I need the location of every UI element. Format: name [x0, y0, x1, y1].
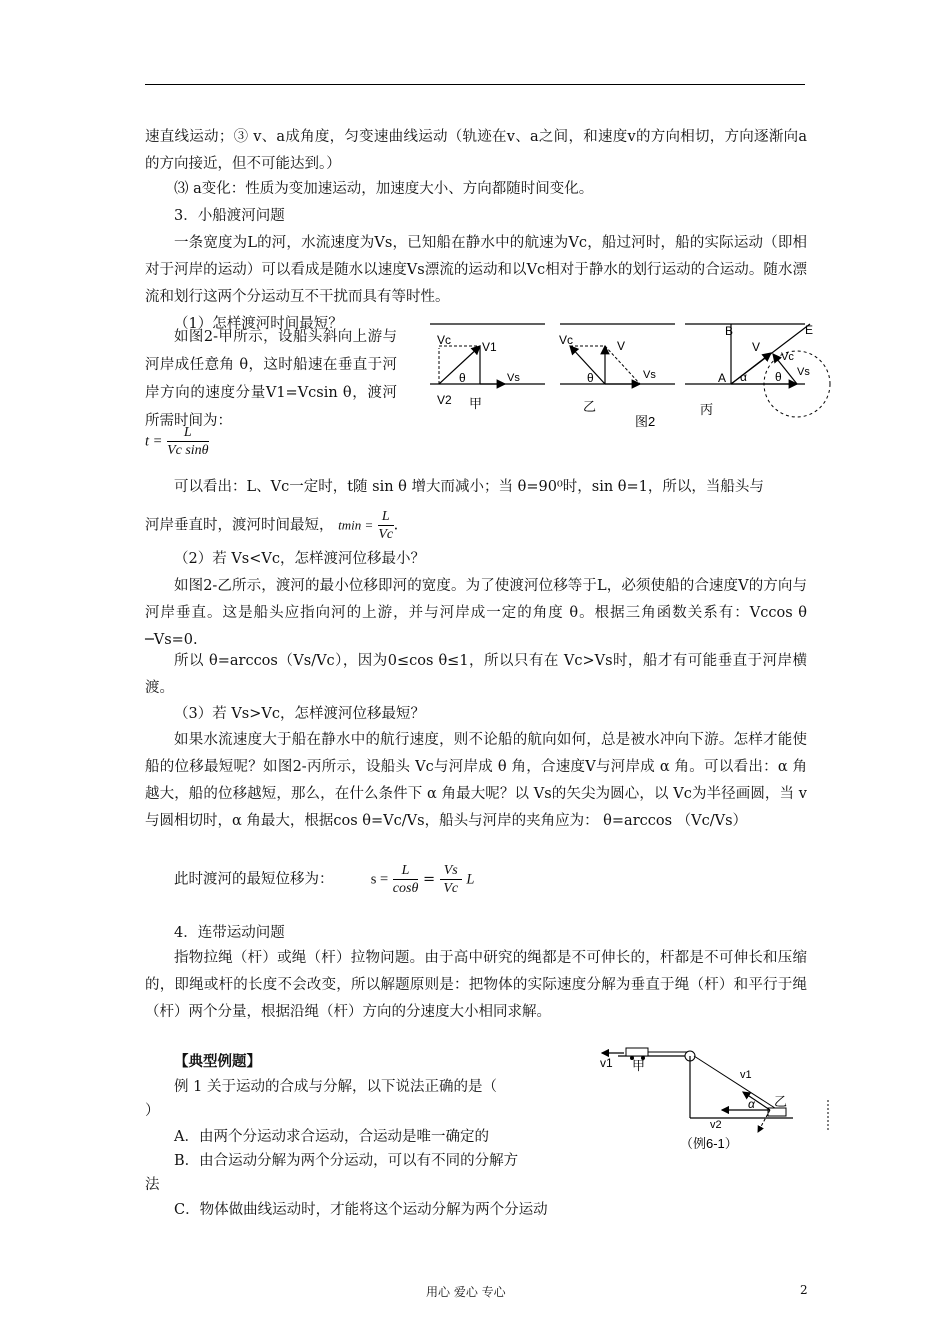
paragraph-9: 指物拉绳（杆）或绳（杆）拉物问题。由于高中研究的绳都是不可伸长的，杆都是不可伸长和压缩的，即绳或杆的长度不会改变，所以解题原则是：把物体的实际速度分解为垂直于绳（杆）和平行于绳（杆）两个分量，根据沿绳（杆）方向的分速度大小相同求解。: [145, 950, 807, 1020]
bing-a: A: [718, 371, 727, 385]
option-b-cont: 法: [145, 1177, 160, 1193]
option-c: C．物体做曲线运动时，才能将这个运动分解为两个分运动: [174, 1202, 548, 1218]
question-1-text: 如图2-甲所示，设船头斜向上游与河岸成任意角 θ，这时船速在垂直于河岸方向的速度分量V1=Vcsin θ，渡河所需时间为：: [145, 329, 397, 429]
example-1-close: ）: [145, 1103, 160, 1119]
example-1: 例 1 关于运动的合成与分解，以下说法正确的是（: [174, 1079, 497, 1095]
figure-2-caption: 图2: [635, 414, 656, 429]
bing-b: B: [725, 324, 734, 338]
page-number: 2: [800, 1283, 808, 1297]
fig61-alpha: α: [748, 1097, 755, 1111]
fig61-v1b: v1: [740, 1069, 752, 1081]
bing-vc: Vc: [781, 351, 794, 363]
formula-s-den2: Vc: [443, 881, 459, 896]
jia-name: 甲: [469, 396, 483, 411]
paragraph-6: 所以 θ=arccos（Vs/Vc），因为0≤cos θ≤1，所以只有在 Vc>Vs时，船才有可能垂直于河岸横渡。: [145, 653, 807, 696]
question-1: （1）怎样渡河时间最短？: [174, 316, 343, 332]
paragraph-7: 如果水流速度大于船在静水中的航行速度，则不论船的航向如何，总是被水冲向下游。怎样才能使船的位移最短呢？如图2-丙所示，设船头 Vc与河岸成 θ 角，合速度V与河岸成 α 角。可以看出：α 角越大，船的位移越短，那么，在什么条件下 α 角最大呢？以 Vs的矢尖为圆心，以 Vc为半径画圆，当 v与圆相切时，α 角最大，根据cos θ=Vc/Vs，船头与河岸的夹角应为： θ=arccos （Vc/Vs）: [145, 732, 807, 829]
examples-title: 【典型例题】: [174, 1053, 261, 1070]
yi-vs: Vs: [643, 369, 656, 381]
formula-t-num: L: [167, 424, 208, 442]
paragraph-4b: 河岸垂直时，渡河时间最短，: [145, 517, 334, 534]
fig61-v2: v2: [710, 1119, 722, 1131]
footer-center: 用心 爱心 专心: [426, 1285, 506, 1299]
paragraph-1: 速直线运动；③ v、a成角度，匀变速曲线运动（轨迹在v、a之间，和速度v的方向相切，方向逐渐向a的方向接近，但不可能达到。）: [145, 129, 807, 172]
fig61-yi: 乙: [774, 1094, 788, 1109]
formula-tmin-den: Vc: [378, 527, 394, 542]
yi-name: 乙: [583, 399, 597, 414]
formula-s-den1: cosθ: [392, 881, 419, 896]
formula-s-num2: Vs: [440, 862, 462, 880]
bing-theta: θ: [775, 370, 782, 384]
paragraph-4b-line: [145, 508, 398, 543]
bing-vs: Vs: [797, 366, 810, 378]
paragraph-5: 如图2-乙所示，渡河的最小位移即河的宽度。为了使渡河位移等于L，必须使船的合速度V的方向与河岸垂直。这是船头应指向河的上游，并与河岸成一定的角度 θ。根据三角函数关系有：Vccos θ ─Vs=0.: [145, 578, 807, 648]
paragraph-3: 一条宽度为L的河，水流速度为Vs，已知船在静水中的航速为Vc，船过河时，船的实际运动（即相对于河岸的运动）可以看成是随水以速度Vs漂流的运动和以Vc相对于静水的划行运动的合运动。随水漂流和划行这两个分运动互不干扰而具有等时性。: [145, 235, 807, 305]
bing-e: E: [805, 323, 814, 337]
paragraph-4a: 可以看出：L、Vc一定时，t随 sin θ 增大而减小；当 θ=90⁰时，sin θ=1，所以，当船头与: [174, 479, 764, 495]
question-2: （2）若 Vs<Vc，怎样渡河位移最小？: [174, 551, 425, 567]
paragraph-2: ⑶ a变化：性质为变加速运动，加速度大小、方向都随时间变化。: [174, 181, 594, 197]
heading-3: 3．小船渡河问题: [174, 208, 285, 224]
formula-t-lhs: t =: [145, 433, 163, 450]
question-3: （3）若 Vs>Vc，怎样渡河位移最短？: [174, 706, 425, 722]
option-a: A．由两个分运动求合运动，合运动是唯一确定的: [174, 1129, 489, 1145]
formula-tmin-lhs: tmin =: [338, 517, 374, 533]
jia-theta: θ: [459, 371, 466, 385]
shortest-displacement-line: [174, 862, 474, 897]
heading-4: 4．连带运动问题: [174, 925, 285, 941]
fig61-v1a: v1: [600, 1056, 613, 1070]
bing-name: 丙: [700, 402, 714, 417]
formula-tmin-num: L: [378, 508, 394, 526]
jia-v2: V2: [437, 393, 452, 407]
yi-vc: Vc: [559, 333, 574, 347]
paragraph-8: 此时渡河的最短位移为：: [174, 871, 334, 888]
jia-vs: Vs: [507, 372, 520, 384]
header-rule: [145, 84, 805, 85]
fig61-jia: 甲: [632, 1058, 646, 1073]
formula-t: [145, 424, 209, 459]
jia-v1: V1: [482, 340, 497, 354]
formula-s-num1: L: [393, 862, 419, 880]
formula-s-eq: =: [422, 871, 436, 888]
formula-s-tail: L: [466, 871, 475, 888]
figure-6-1: [598, 1040, 808, 1155]
formula-tmin-tail: .: [393, 517, 399, 534]
option-b: B．由合运动分解为两个分运动，可以有不同的分解方: [174, 1153, 519, 1169]
fig61-caption: （例6-1）: [680, 1136, 738, 1151]
figure-2: [425, 318, 814, 430]
yi-theta: θ: [587, 371, 594, 385]
bing-v: V: [752, 340, 761, 354]
formula-t-den: Vc sinθ: [167, 443, 209, 458]
yi-v: V: [617, 339, 626, 353]
formula-s-lhs: s =: [370, 871, 389, 888]
jia-vc: Vc: [437, 333, 452, 347]
bing-alpha: α: [740, 370, 747, 384]
